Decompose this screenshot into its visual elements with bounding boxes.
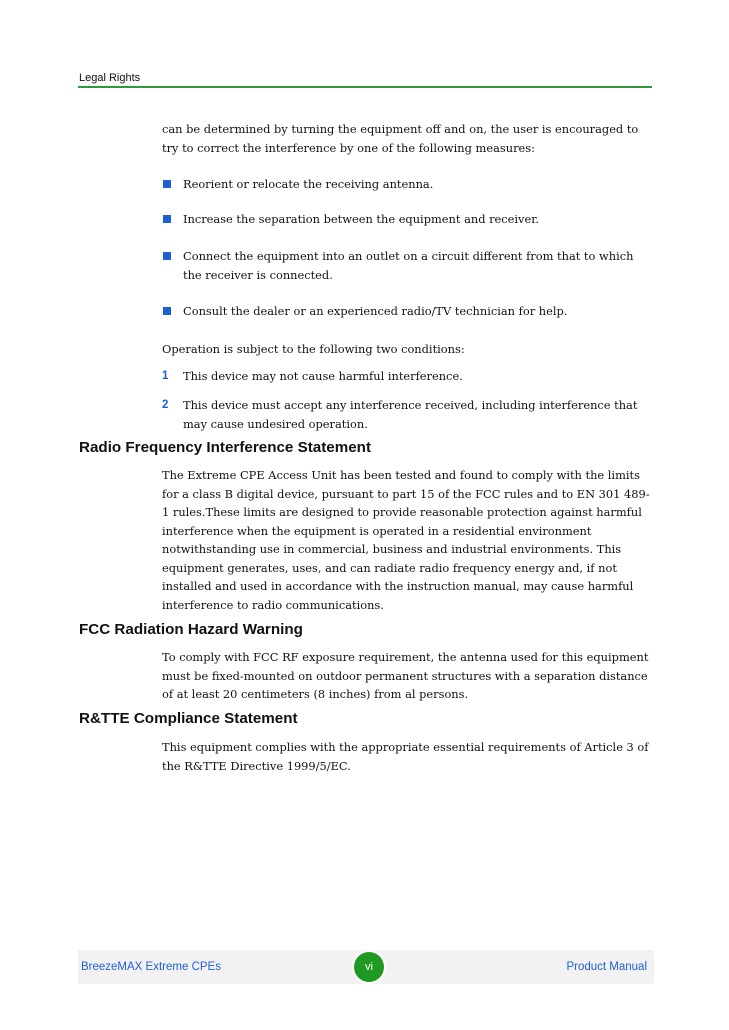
condition-number: 2 (162, 399, 169, 411)
condition-list-item (162, 396, 652, 433)
footer-product-name: BreezeMAX Extreme CPEs (81, 961, 221, 973)
section-body-fcc-radiation: To comply with FCC RF exposure requirement, the antenna used for this equipment must be fixed-mounted on outdoor permanent structures with a separation distance of at least 20 centimeters (8 inches) from al persons. (162, 650, 649, 701)
section-body-rfi: The Extreme CPE Access Unit has been tested and found to comply with the limits for a class B digital device, pursuant to part 15 of the FCC rules and to EN 301 489-1 rules.These limits are designed to provide reasonable protection against harmful interference when the equipment is operated in a residential environment notwithstanding use in commercial, business and industrial environments. This equipment generates, uses, and can radiate radio frequency energy and, if not installed and used in accordance with the instruction manual, may cause harmful interference to radio communications. (162, 468, 650, 612)
section-heading-fcc-radiation: FCC Radiation Hazard Warning (79, 621, 303, 638)
measure-list-item (162, 210, 652, 229)
footer-document-type: Product Manual (566, 961, 647, 973)
measure-list-item (162, 247, 652, 284)
measure-text: Connect the equipment into an outlet on a circuit different from that to which the receiver is connected. (183, 249, 634, 282)
page-number-badge: vi (354, 952, 384, 982)
condition-number: 1 (162, 370, 169, 382)
condition-text: This device may not cause harmful interference. (183, 369, 463, 383)
measure-list-item (162, 175, 652, 194)
square-bullet-icon (163, 215, 171, 223)
intro-continuation-paragraph: can be determined by turning the equipment off and on, the user is encouraged to try to correct the interference by one of the following measures: (162, 122, 639, 155)
square-bullet-icon (163, 307, 171, 315)
section-heading-rfi: Radio Frequency Interference Statement (79, 439, 372, 456)
measure-text: Increase the separation between the equipment and receiver. (183, 212, 540, 226)
square-bullet-icon (163, 180, 171, 188)
condition-list-item (162, 367, 652, 386)
page-footer (78, 950, 654, 984)
header-divider (78, 86, 652, 88)
running-header-title: Legal Rights (79, 72, 141, 84)
measure-text: Consult the dealer or an experienced radio/TV technician for help. (183, 304, 568, 318)
conditions-intro: Operation is subject to the following two conditions: (162, 342, 465, 356)
square-bullet-icon (163, 252, 171, 260)
section-body-rtte: This equipment complies with the appropriate essential requirements of Article 3 of the R&TTE Directive 1999/5/EC. (162, 740, 649, 773)
condition-text: This device must accept any interference received, including interference that may cause undesired operation. (183, 398, 638, 431)
measure-list-item (162, 302, 652, 321)
section-heading-rtte: R&TTE Compliance Statement (79, 710, 298, 727)
measure-text: Reorient or relocate the receiving antenna. (183, 177, 434, 191)
